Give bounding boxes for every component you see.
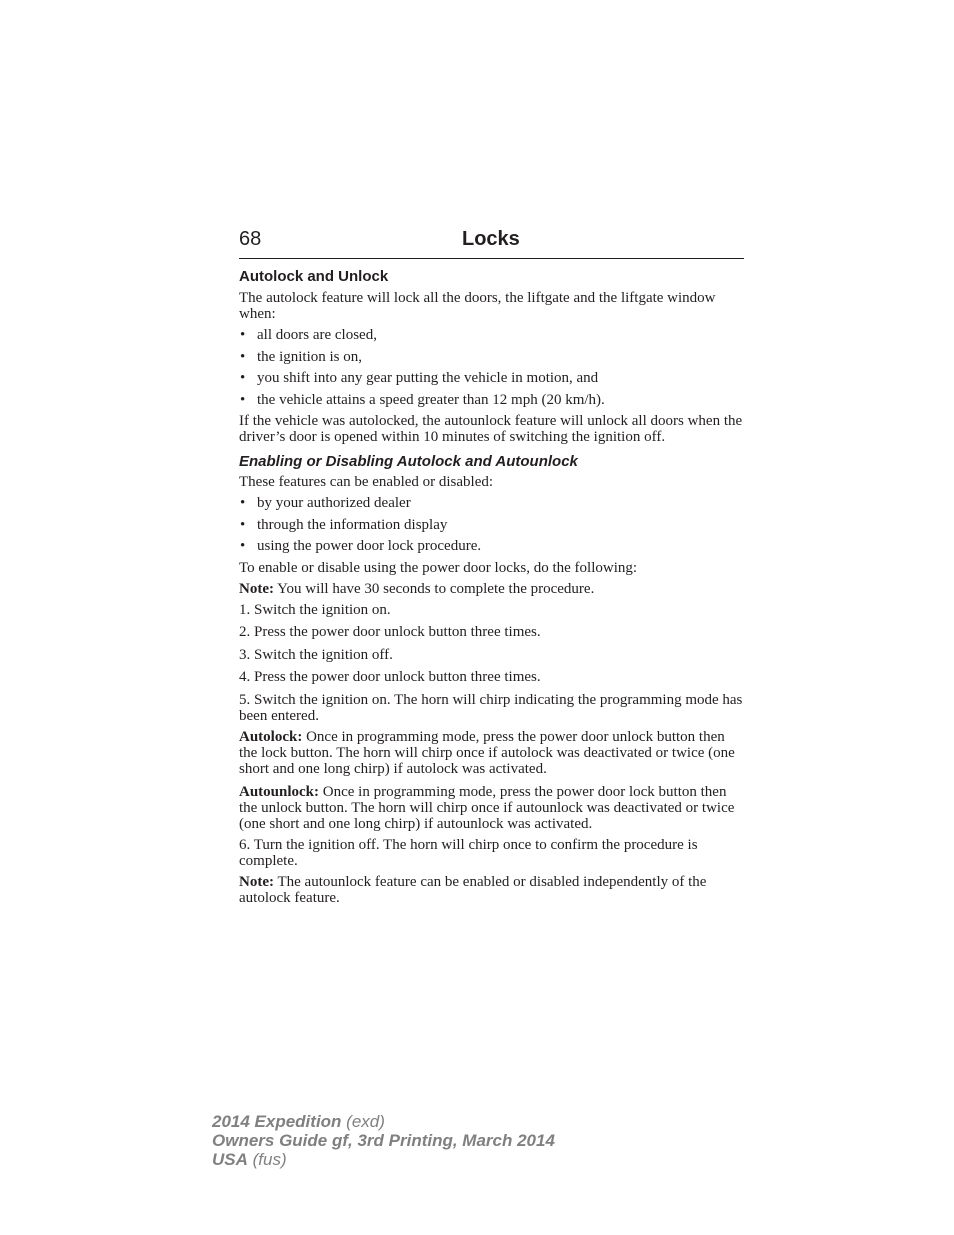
enabling-methods-list xyxy=(239,495,744,554)
page-footer xyxy=(212,1112,555,1169)
list-item: • you shift into any gear putting the vehicle in motion, and xyxy=(240,370,599,386)
autolock-intro: The autolock feature will lock all the doors, the liftgate and the liftgate window when: xyxy=(239,290,716,322)
autolock-instruction: Autolock: Once in programming mode, press the power door unlock button then the lock button. The horn will chirp once if autolock was deactivated or twice (one short and one long chirp) if autolock was activated. xyxy=(239,728,735,777)
list-item: • by your authorized dealer xyxy=(240,495,411,511)
step-item: 2. Press the power door unlock button three times. xyxy=(239,624,541,640)
section-title: Locks xyxy=(462,228,520,250)
manual-page xyxy=(239,228,744,911)
autolock-conditions-list xyxy=(239,327,744,408)
footer-printing: Owners Guide gf, 3rd Printing, March 2014 xyxy=(212,1131,555,1150)
bullet-icon: • xyxy=(240,391,246,408)
step-item: 3. Switch the ignition off. xyxy=(239,646,393,663)
autounlock-label: Autounlock: xyxy=(239,783,320,800)
bullet-icon: • xyxy=(240,327,246,343)
footer-region: USA (fus) xyxy=(212,1150,287,1169)
step-item: 5. Switch the ignition on. The horn will chirp indicating the programming mode has been entered. xyxy=(239,691,743,724)
autounlock-description: If the vehicle was autolocked, the autounlock feature will unlock all doors when the driver’s door is opened within 10 minutes of switching the ignition off. xyxy=(239,413,743,445)
list-item: • using the power door lock procedure. xyxy=(240,538,482,554)
note-independent: Note: The autounlock feature can be enabled or disabled independently of the autolock feature. xyxy=(239,873,707,906)
step-item: 6. Turn the ignition off. The horn will chirp once to confirm the procedure is complete. xyxy=(239,836,698,869)
footer-model: 2014 Expedition (exd) xyxy=(212,1112,385,1131)
step-item: 1. Switch the ignition on. xyxy=(239,601,391,618)
bullet-icon: • xyxy=(240,538,246,554)
bullet-icon: • xyxy=(240,516,246,533)
list-item: • all doors are closed, xyxy=(240,327,377,343)
enabling-intro: These features can be enabled or disabled: xyxy=(239,474,494,490)
autolock-heading: Autolock and Unlock xyxy=(239,268,389,285)
procedure-steps xyxy=(239,602,744,724)
autounlock-instruction: Autounlock: Once in programming mode, press the power door lock button then the unlock button. The horn will chirp once if autounlock was deactivated or twice (one short and one long chirp) if autounlock was activated. xyxy=(239,783,735,832)
note-procedure-time: Note: You will have 30 seconds to complete the procedure. xyxy=(239,580,595,597)
page-number: 68 xyxy=(239,228,262,250)
enabling-heading: Enabling or Disabling Autolock and Autounlock xyxy=(239,453,578,470)
autolock-label: Autolock: xyxy=(239,728,303,745)
note-label: Note: xyxy=(239,873,274,890)
note-label: Note: xyxy=(239,580,274,597)
page-header xyxy=(239,228,744,259)
bullet-icon: • xyxy=(240,348,246,365)
list-item: • the ignition is on, xyxy=(240,348,362,365)
list-item: • through the information display xyxy=(240,516,448,533)
procedure-intro: To enable or disable using the power door locks, do the following: xyxy=(239,559,638,576)
step-item: 4. Press the power door unlock button three times. xyxy=(239,669,541,685)
bullet-icon: • xyxy=(240,370,246,386)
list-item: • the vehicle attains a speed greater than 12 mph (20 km/h). xyxy=(240,391,605,408)
bullet-icon: • xyxy=(240,495,246,511)
